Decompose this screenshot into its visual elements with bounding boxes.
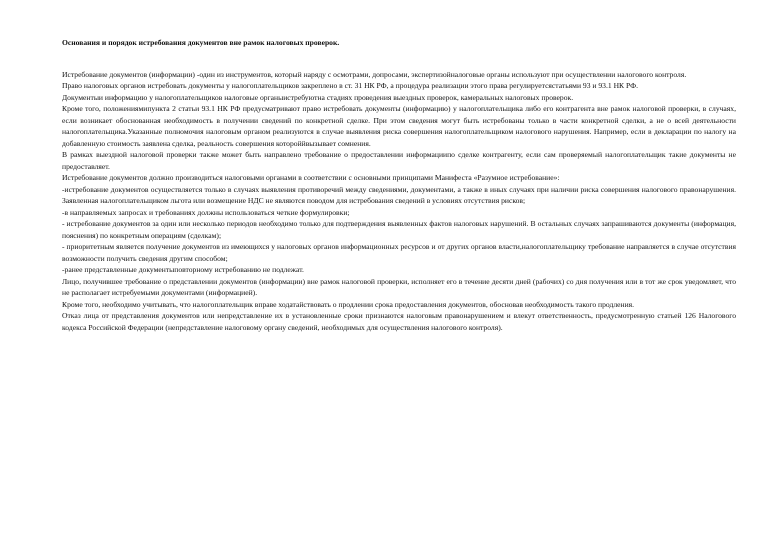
paragraph-8: Кроме того, необходимо учитывать, что налогоплательщик вправе ходатайствовать о продлении срока предоставления документов, обосновав необходимость такого продления. — [62, 299, 635, 309]
paragraph-5: В рамках выездной налоговой проверки также может быть направлено требование о предоставлении информациипо сделке контрагенту, если сам проверяемый налогоплательщик такие документы не предоставляет. — [62, 150, 736, 171]
document-title: Основания и порядок истребования документов вне рамок налоговых проверок. — [62, 38, 340, 47]
list-item-4: - приоритетным является получение документов из имеющихся у налоговых органов информационных ресурсов и от других органов власти,налогоплательщику требование направляется в случае отсутствия возможности получить сведения другим способом; — [62, 242, 736, 263]
paragraph-3: Документыи информацию у налогоплательщиков налоговые органыистребуютна стадиях проведения выездных проверок, камеральных налоговых проверок. — [62, 92, 574, 102]
list-item-1: -истребование документов осуществляется только в случаях выявления противоречий между сведениями, документами, а также в иных случаях при наличии риска совершения налогового правонарушения. Заявленная налогоплательщиком льгота или возмещение НДС не являются поводом для истребования сведений в условиях отсутствия рисков; — [62, 184, 736, 205]
document-page — [62, 37, 736, 333]
paragraph-1: Истребование документов (информации) -один из инструментов, который наряду с осмотрами, допросами, экспертизойналоговые органы используют при осуществлении налогового контроля. — [62, 69, 687, 79]
paragraph-2: Право налоговых органов истребовать документы у налогоплательщиков закреплено в ст. 31 НК РФ, а процедура реализации этого права регулируетсястатьями 93 и 93.1 НК РФ. — [62, 81, 639, 90]
paragraph-4: Кроме того, положениямипункта 2 статьи 93.1 НК РФ предусматривают право истребовать документы (информацию) у налогоплательщика либо его контрагента вне рамок налоговой проверки, в случаях, если возникает обоснованная необходимость в получении сведений по конкретной сделке. При этом сведения могут быть истребованы только в части конкретной сделки, а не о всей деятельности налогоплательщика.Указанные полномочия налоговым органом реализуются в случае выявления риска совершения налогоплательщиком налогового нарушения. Например, если в декларации по налогу на добавленную стоимость заявлена сделка, реальность совершения котороййвызывает сомнения. — [62, 104, 736, 148]
paragraph-7: Лицо, получившее требование о представлении документов (информации) вне рамок налоговой проверки, исполняет его в течение десяти дней (рабочих) со дня получения или в тот же срок уведомляет, что не располагает истребуемыми документами (информацией). — [62, 276, 736, 297]
list-item-5: -ранее представленные документыповторному истребованию не подлежат. — [62, 265, 304, 274]
paragraph-6: Истребование документов должно производиться налоговыми органами в соответствии с основными принципами Манифеста «Разумное истребование»: — [62, 173, 560, 182]
list-item-2: -в направляемых запросах и требованиях должны использоваться четкие формулировки; — [62, 207, 350, 217]
paragraph-9: Отказ лица от представления документов или непредставление их в установленные сроки признаются налоговым правонарушением и влекут ответственность, предусмотренную статьей 126 Налогового кодекса Российской Федерации (непредставление налоговому органу сведений, необходимых для осуществления налогового контроля). — [62, 311, 736, 332]
list-item-3: - истребование документов за один или несколько периодов необходимо только для подтверждения выявленных фактов налоговых нарушений. В остальных случаях запрашиваются документы (информация, пояснения) по конкретным операциям (сделкам); — [62, 219, 736, 240]
